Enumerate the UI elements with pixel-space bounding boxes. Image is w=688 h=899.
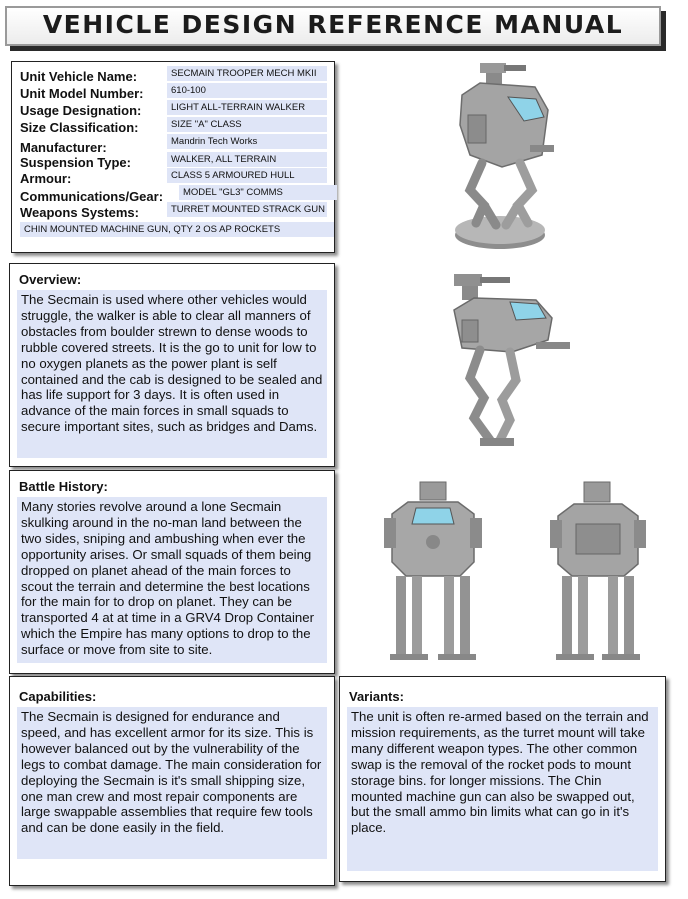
section-title: Overview: [19,272,82,287]
spec-value: WALKER, ALL TERRAIN [167,152,327,167]
walker-model-front-view [378,478,488,668]
spec-value: MODEL "GL3" COMMS [179,185,337,200]
weapons-extra-value: CHIN MOUNTED MACHINE GUN, QTY 2 OS AP ROCKETS [20,222,334,237]
overview-section [9,263,335,467]
spec-label: Unit Vehicle Name: [20,69,138,84]
spec-value: TURRET MOUNTED STRACK GUN [167,202,327,217]
section-body: Many stories revolve around a lone Secmain skulking around in the no-man land between the two sides, sniping and ambushing when ever the opportunity arises. Or small squads of them being dropped on planet ahead of the main forces to scout the terrain and determine the best locations for the main for to drop on planet. They can be transported 4 at at time in a GRV4 Drop Container which the Empire has many options to drop to the surface or move from site to site. [17,497,327,663]
capabilities-section [9,676,335,886]
section-body: The unit is often re-armed based on the terrain and mission requirements, as the turret mount will take many different weapon types. The other common swap is the removal of the rocket pods to mount storage bins. for longer missions. The Chin mounted machine gun can also be swapped out, but the small ammo bin limits what can go in it's place. [347,707,658,871]
spec-value: LIGHT ALL-TERRAIN WALKER [167,100,327,115]
section-title: Variants: [349,689,404,704]
walker-model-rear-view [544,478,654,668]
spec-value: 610-100 [167,83,327,98]
spec-value: SIZE "A" CLASS [167,117,327,132]
spec-label: Armour: [20,171,72,186]
section-title: Capabilities: [19,689,97,704]
variants-section [339,676,666,882]
spec-value: CLASS 5 ARMOURED HULL [167,168,327,183]
title-banner [5,6,661,46]
spec-label: Communications/Gear: [20,189,164,204]
section-title: Battle History: [19,479,108,494]
spec-value: SECMAIN TROOPER MECH MKII [167,66,327,81]
walker-model-front-three-quarter [440,55,570,255]
spec-value: Mandrin Tech Works [167,134,327,149]
battle-history-section [9,470,335,674]
spec-sheet [11,61,335,253]
section-body: The Secmain is designed for endurance and speed, and has excellent armor for its size. This is however balanced out by the vulnerability of the legs to combat damage. The main consideration for deploying the Secmain is it's small shipping size, one man crew and most repair components are large swappable assemblies that require few tools and can be done easily in the field. [17,707,327,859]
spec-label: Manufacturer: [20,140,107,155]
spec-label: Weapons Systems: [20,205,139,220]
spec-label: Unit Model Number: [20,86,144,101]
spec-label: Usage Designation: [20,103,142,118]
page-title: VEHICLE DESIGN REFERENCE MANUAL [42,10,624,39]
spec-label: Size Classification: [20,120,139,135]
spec-label: Suspension Type: [20,155,131,170]
walker-model-side-view [440,268,580,458]
section-body: The Secmain is used where other vehicles would struggle, the walker is able to clear all manners of obstacles from boulder strewn to dense woods to rubble covered streets. It is the go to unit for low to no oxygen planets as the power plant is self contained and the cab is designed to be sealed and has life support for 3 days. It is often used in advance of the main forces in small squads to secure important sites, such as bridges and Dams. [17,290,327,458]
